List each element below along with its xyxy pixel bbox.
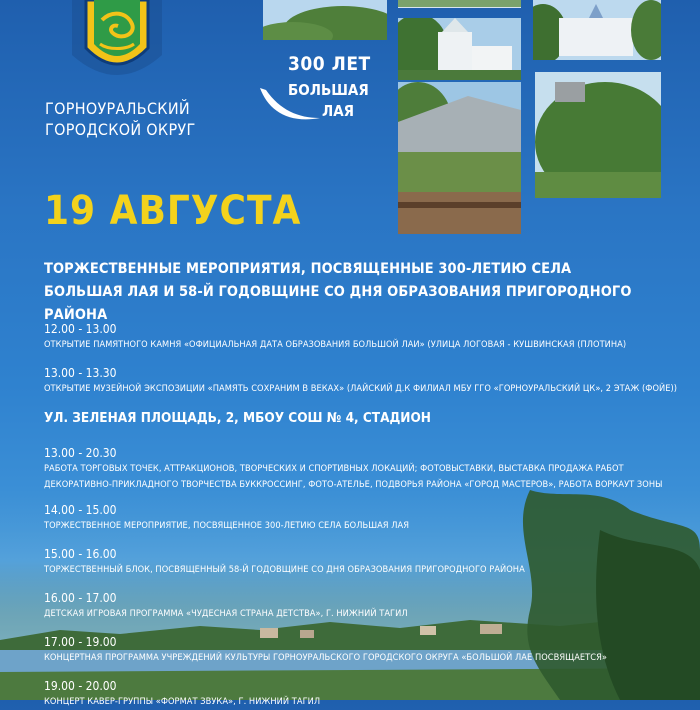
- schedule-desc: ОТКРЫТИЕ МУЗЕЙНОЙ ЭКСПОЗИЦИИ «ПАМЯТЬ СОХРАНИМ В ВЕКАХ» (ЛАЙСКИЙ Д.К ФИЛИАЛ МБУ ГГО «ГОРНОУРАЛЬСКИЙ ЦК», 2 ЭТАЖ (ФОЙЕ)): [44, 383, 678, 394]
- schedule-item: [44, 591, 694, 622]
- schedule-desc: ОТКРЫТИЕ ПАМЯТНОГО КАМНЯ «ОФИЦИАЛЬНАЯ ДАТА ОБРАЗОВАНИЯ БОЛЬШОЙ ЛАИ» (УЛИЦА ЛОГОВАЯ - КУШВИНСКАЯ (ПЛОТИНА): [44, 339, 627, 350]
- schedule-time: 12.00 - 13.00: [44, 322, 117, 336]
- village-photo-top-left: [263, 0, 387, 40]
- schedule-time: 13.00 - 20.30: [44, 446, 117, 460]
- region-title-line1: ГОРНОУРАЛЬСКИЙ: [45, 99, 190, 118]
- schedule-time: 14.00 - 15.00: [44, 503, 117, 517]
- schedule-item: [44, 366, 694, 397]
- schedule-time: 15.00 - 16.00: [44, 547, 117, 561]
- subtitle-line2: БОЛЬШАЯ ЛАЯ И 58-Й ГОДОВЩИНЕ СО ДНЯ ОБРАЗОВАНИЯ ПРИГОРОДНОГО РАЙОНА: [44, 284, 632, 323]
- schedule-time: 19.00 - 20.00: [44, 679, 117, 693]
- region-title-line2: ГОРОДСКОЙ ОКРУГ: [45, 120, 196, 139]
- church-photo: [398, 18, 521, 80]
- house-photo: [398, 82, 521, 234]
- schedule-desc: ДЕТСКАЯ ИГРОВАЯ ПРОГРАММА «ЧУДЕСНАЯ СТРАНА ДЕТСТВА», Г. НИЖНИЙ ТАГИЛ: [44, 608, 408, 619]
- anniversary-line1: 300 ЛЕТ: [288, 53, 371, 75]
- schedule-item: [44, 446, 694, 493]
- anniversary-line3: ЛАЯ: [322, 102, 355, 120]
- schedule-desc: ТОРЖЕСТВЕННЫЙ БЛОК, ПОСВЯЩЕННЫЙ 58-Й ГОДОВЩИНЕ СО ДНЯ ОБРАЗОВАНИЯ ПРИГОРОДНОГО РАЙОНА: [44, 564, 525, 575]
- event-date: 19 АВГУСТА: [44, 188, 302, 234]
- schedule-desc: КОНЦЕРТ КАВЕР-ГРУППЫ «ФОРМАТ ЗВУКА», Г. НИЖНИЙ ТАГИЛ: [44, 696, 321, 707]
- schedule-item: [44, 322, 694, 353]
- coat-of-arms-logo: [52, 0, 182, 80]
- schedule-time: 13.00 - 13.30: [44, 366, 117, 380]
- anniversary-logo: [258, 50, 393, 140]
- schedule-item: [44, 547, 694, 578]
- schedule-time: 17.00 - 19.00: [44, 635, 117, 649]
- schedule-desc: ТОРЖЕСТВЕННОЕ МЕРОПРИЯТИЕ, ПОСВЯЩЕННОЕ 300-ЛЕТИЮ СЕЛА БОЛЬШАЯ ЛАЯ: [44, 520, 410, 531]
- schedule-desc: КОНЦЕРТНАЯ ПРОГРАММА УЧРЕЖДЕНИЙ КУЛЬТУРЫ ГОРНОУРАЛЬСКОГО ГОРОДСКОГО ОКРУГА «БОЛЬШОЙ ЛАЕ ПОСВЯЩАЕТСЯ»: [44, 652, 608, 663]
- schedule-desc: РАБОТА ТОРГОВЫХ ТОЧЕК, АТТРАКЦИОНОВ, ТВОРЧЕСКИХ И СПОРТИВНЫХ ЛОКАЦИЙ; ФОТОВЫСТАВКИ, ВЫСТАВКА ПРОДАЖА РАБОТ: [44, 463, 624, 474]
- anniversary-line2: БОЛЬШАЯ: [288, 81, 369, 99]
- schedule-item: [44, 635, 694, 666]
- event-subtitle: [44, 258, 684, 327]
- region-title: [45, 98, 205, 140]
- schedule-time: 16.00 - 17.00: [44, 591, 117, 605]
- schedule-desc: ДЕКОРАТИВНО-ПРИКЛАДНОГО ТВОРЧЕСТВА БУККРОССИНГ, ФОТО-АТЕЛЬЕ, ПОДВОРЬЯ РАЙОНА «ГОРОД МАСТЕРОВ», РАБОТА ВОРКАУТ ЗОНЫ: [44, 479, 663, 490]
- schedule-item: [44, 679, 694, 710]
- church-photo-2: [533, 0, 661, 60]
- village-photo-right: [535, 72, 661, 198]
- village-photo-top-mid: [398, 0, 521, 8]
- subtitle-line1: ТОРЖЕСТВЕННЫЕ МЕРОПРИЯТИЯ, ПОСВЯЩЕННЫЕ 300-ЛЕТИЮ СЕЛА: [44, 261, 572, 277]
- venue-heading: УЛ. ЗЕЛЕНАЯ ПЛОЩАДЬ, 2, МБОУ СОШ № 4, СТАДИОН: [44, 410, 431, 426]
- schedule-item: [44, 503, 694, 534]
